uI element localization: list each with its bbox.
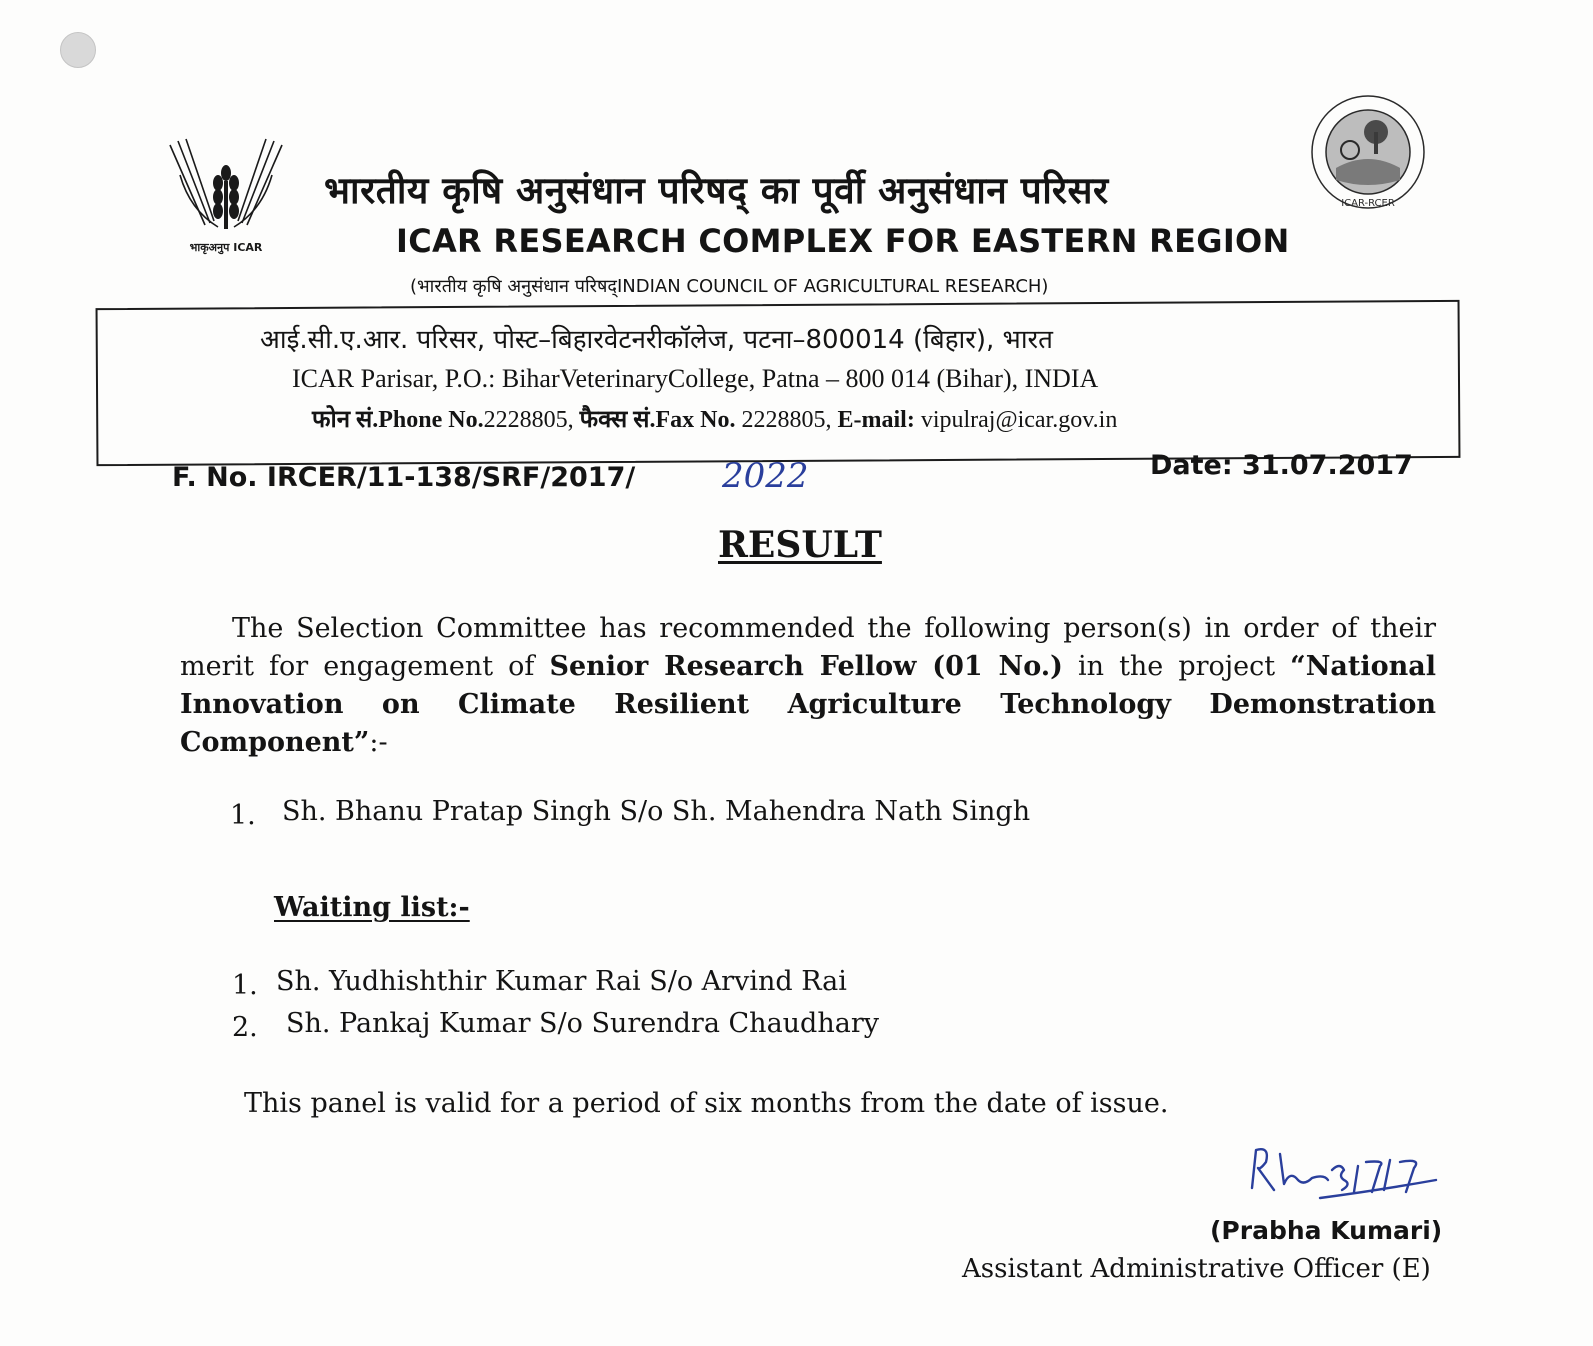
project-name: “National Innovation on Climate Resilient Agriculture Technology Demonstration Component”: [180, 651, 1436, 758]
address-hindi: आई.सी.ए.आर. परिसर, पोस्ट–बिहारवेटनरीकॉलेज, पटना–800014 (बिहार), भारत: [260, 325, 1054, 355]
selected-item-name: Sh. Bhanu Pratap Singh S/o Sh. Mahendra Nath Singh: [282, 796, 1031, 827]
result-title: RESULT: [718, 524, 882, 566]
post-name: Senior Research Fellow (01 No.): [549, 651, 1063, 682]
waiting-item-number: 1.: [232, 970, 258, 1001]
waiting-list-title: Waiting list:-: [274, 892, 470, 923]
email-address: vipulraj@icar.gov.in: [920, 407, 1118, 433]
issue-date: Date: 31.07.2017: [1150, 450, 1413, 481]
body-text-3: :-: [369, 727, 388, 758]
signatory-name: (Prabha Kumari): [1210, 1216, 1443, 1245]
english-title: ICAR RESEARCH COMPLEX FOR EASTERN REGION: [396, 222, 1290, 260]
phone-label: फोन सं.Phone No.: [312, 407, 484, 433]
punch-hole: [60, 32, 96, 68]
icar-logo: [160, 135, 292, 270]
address-contact: [312, 402, 1117, 435]
signature-mark: [1240, 1140, 1470, 1210]
waiting-item-number: 2.: [232, 1012, 258, 1043]
rcer-logo-text: ICAR-RCER: [1341, 198, 1395, 209]
waiting-item-name: Sh. Pankaj Kumar S/o Surendra Chaudhary: [286, 1008, 879, 1039]
signatory-designation: Assistant Administrative Officer (E): [962, 1254, 1431, 1284]
icar-logo-text: भाकृअनुप ICAR: [189, 241, 263, 254]
body-text-1: The Selection Committee has recommended the following person(s) in order of their merit for engagement of: [180, 613, 1436, 682]
file-number-handwritten: 2022: [722, 456, 809, 496]
rcer-logo: [1306, 90, 1430, 218]
selected-item-number: 1.: [230, 800, 256, 831]
waiting-item-name: Sh. Yudhishthir Kumar Rai S/o Arvind Rai: [276, 966, 847, 997]
hindi-title: भारतीय कृषि अनुसंधान परिषद् का पूर्वी अनुसंधान परिसर: [324, 169, 1109, 212]
body-paragraph: [180, 610, 1436, 762]
address-english: ICAR Parisar, P.O.: BiharVeterinaryCollege, Patna – 800 014 (Bihar), INDIA: [292, 364, 1099, 393]
validity-statement: This panel is valid for a period of six months from the date of issue.: [244, 1088, 1169, 1119]
body-text-2: in the project: [1062, 651, 1291, 682]
fax-label: फैक्स सं.Fax No.: [579, 407, 736, 433]
subtitle: (भारतीय कृषि अनुसंधान परिषद्INDIAN COUNCIL OF AGRICULTURAL RESEARCH): [410, 276, 1049, 297]
fax-number: 2228805,: [741, 407, 832, 433]
phone-number: 2228805,: [483, 407, 574, 433]
email-label: E-mail:: [837, 407, 915, 433]
file-number: F. No. IRCER/11-138/SRF/2017/: [172, 462, 636, 493]
